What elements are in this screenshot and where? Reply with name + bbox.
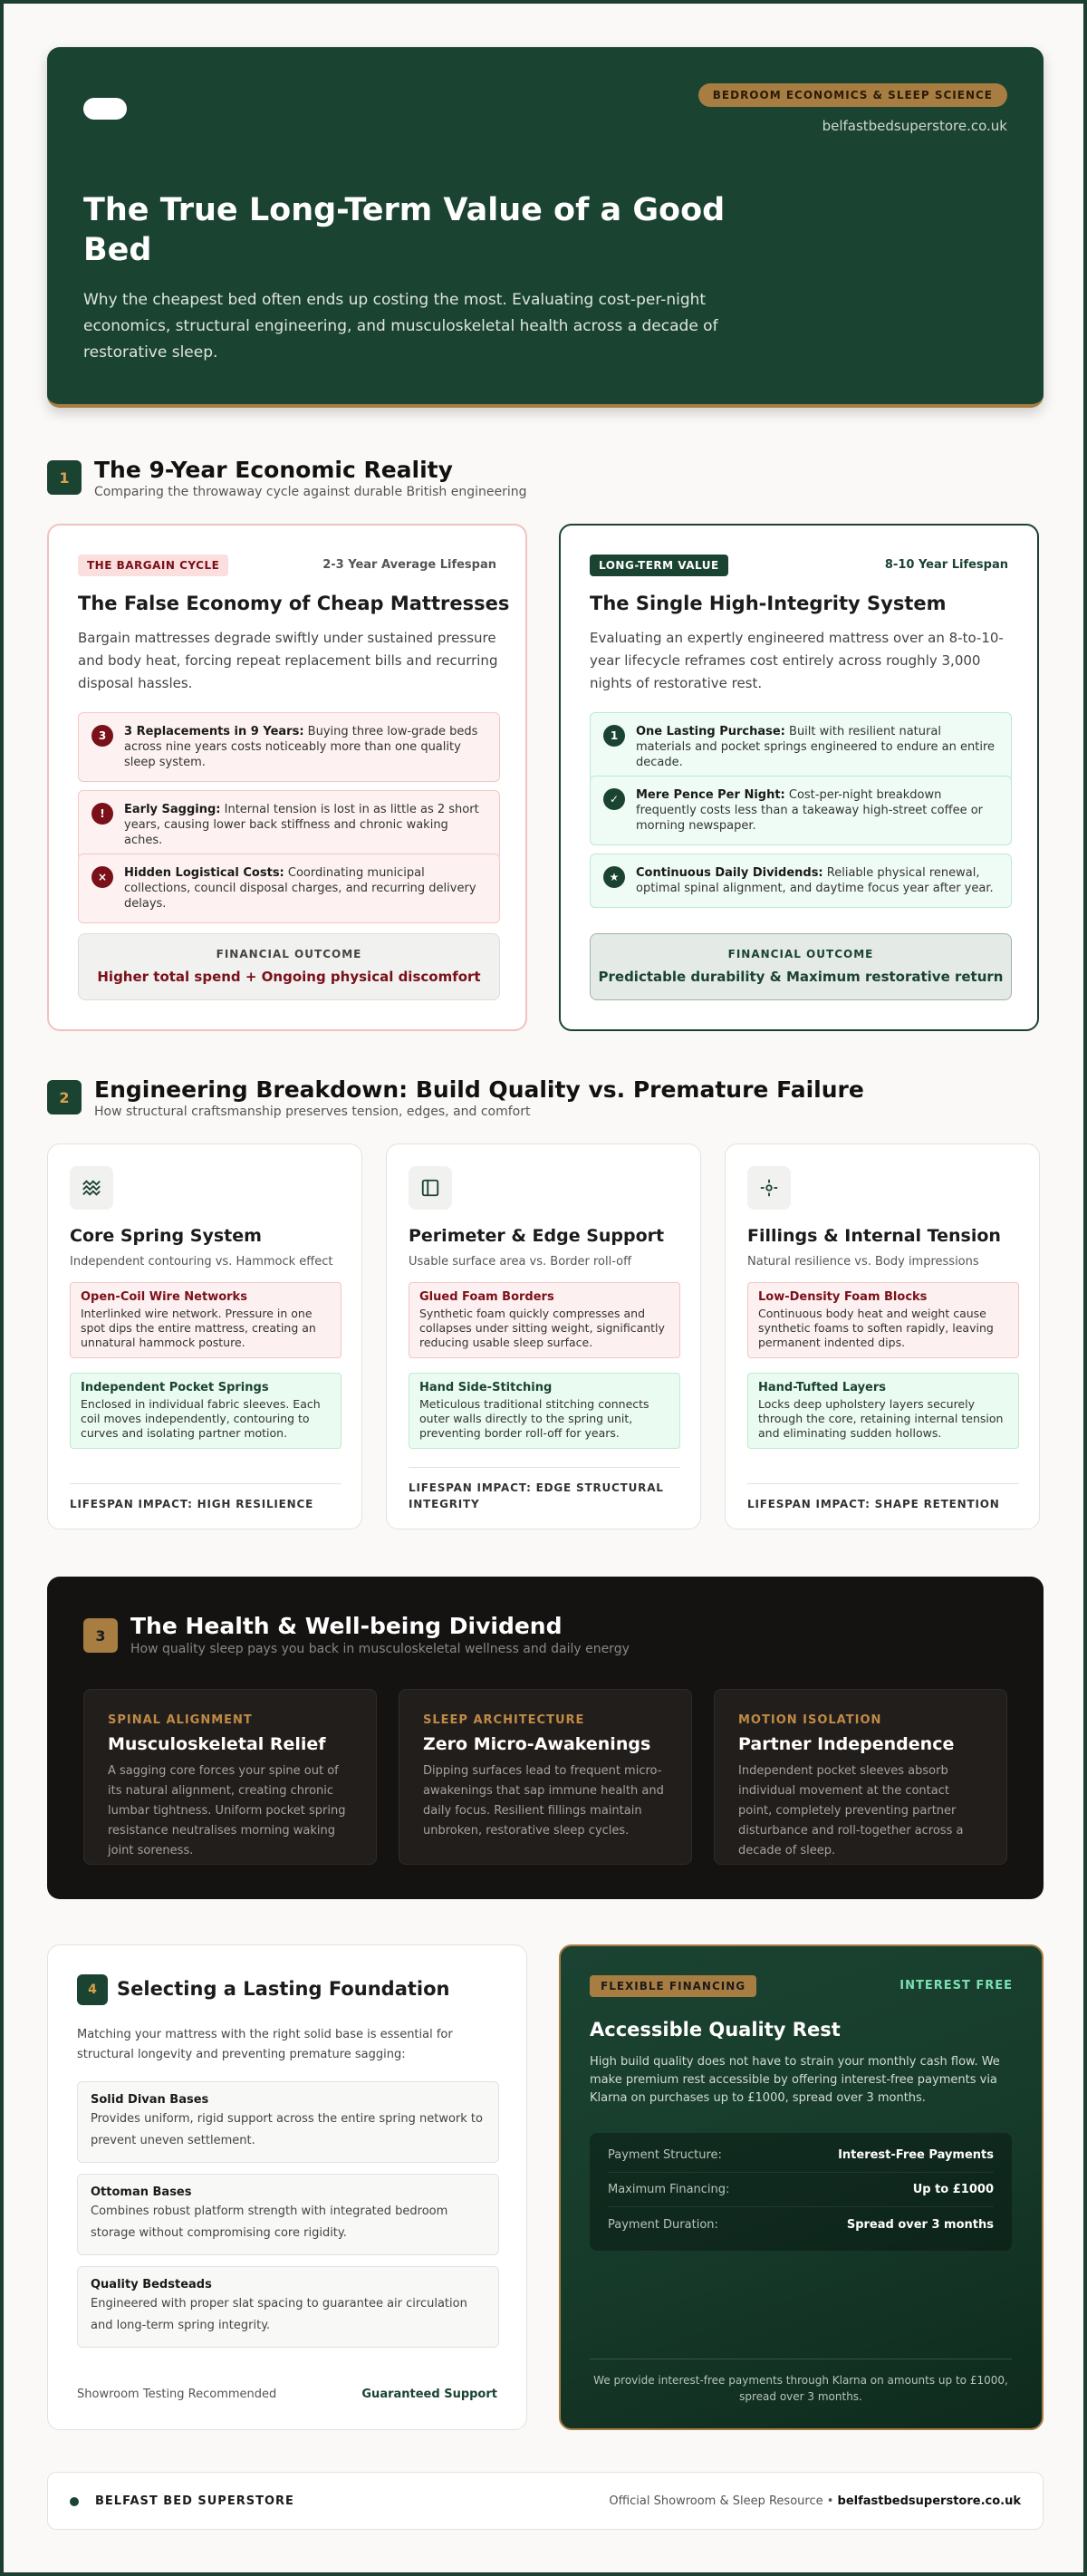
hero-intro: Why the cheapest bed often ends up costing the most. Evaluating cost-per-night economics, structural engineering, and musculoskeletal health across a decade of restorative sleep. — [83, 291, 718, 362]
long-term-value-card — [559, 524, 1039, 1031]
lifespan-impact: LIFESPAN IMPACT: EDGE STRUCTURAL INTEGRITY — [409, 1481, 664, 1510]
lifespan-label: 2-3 Year Average Lifespan — [322, 558, 496, 572]
warning-icon: ! — [91, 803, 113, 825]
failure-box: Open-Coil Wire Networks Interlinked wire network. Pressure in one spot dips the entire mattress, creating an unnatural hammock posture. — [70, 1282, 341, 1358]
bargain-cycle-card — [47, 524, 527, 1031]
spring-icon — [70, 1166, 113, 1210]
list-item: 3 3 Replacements in 9 Years: Buying three low-grade beds across nine years costs noticeably more than one quality sleep system. — [78, 712, 500, 782]
hero-banner — [47, 47, 1044, 408]
failure-box: Low-Density Foam Blocks Continuous body heat and weight cause synthetic foams to soften rapidly, leaving permanent indented dips. — [747, 1282, 1019, 1358]
card-title: The Single High-Integrity System — [590, 593, 947, 614]
card-title: Perimeter & Edge Support — [409, 1226, 665, 1246]
showroom-note: Showroom Testing Recommended — [77, 2388, 277, 2401]
check-icon: ✓ — [603, 788, 625, 810]
brand-logo — [83, 98, 127, 120]
card-description: High build quality does not have to strain your monthly cash flow. We make premium rest accessible by offering interest-free payments via Klarna on purchases up to £1000, spread over 3 months. — [590, 2055, 1000, 2105]
list-item: × Hidden Logistical Costs: Coordinating municipal collections, council disposal charges, and recurring delivery delays. — [78, 854, 500, 923]
quality-box: Independent Pocket Springs Enclosed in individual fabric sleeves. Each coil moves independently, contouring to curves and isolating partner motion. — [70, 1373, 341, 1449]
list-item: ! Early Sagging: Internal tension is lost in as little as 2 short years, causing lower back stiffness and chronic waking aches. — [78, 790, 500, 860]
hero-tag: BEDROOM ECONOMICS & SLEEP SCIENCE — [698, 83, 1007, 107]
table-row: Payment Structure: Interest-Free Payments — [608, 2138, 994, 2173]
card-badge: THE BARGAIN CYCLE — [78, 555, 228, 576]
financing-note: We provide interest-free payments through Klarna on amounts up to £1000, spread over 3 months. — [590, 2359, 1012, 2405]
card-description: Evaluating an expertly engineered mattress over an 8-to-10-year lifecycle reframes cost entirely across roughly 3,000 nights of restorative rest. — [590, 630, 1004, 691]
guaranteed-support-link[interactable]: Guaranteed Support — [361, 2388, 497, 2401]
outcome-value: Predictable durability & Maximum restorative return — [598, 969, 1004, 985]
base-option-ottoman: Ottoman Bases Combines robust platform strength with integrated bedroom storage without compromising core rigidity. — [77, 2174, 499, 2255]
lifespan-impact: LIFESPAN IMPACT: SHAPE RETENTION — [747, 1498, 1000, 1510]
card-description: Matching your mattress with the right solid base is essential for structural longevity and preventing premature sagging: — [77, 2028, 453, 2061]
page-title: The True Long-Term Value of a Good Bed — [83, 192, 726, 268]
frame-icon — [409, 1166, 452, 1210]
list-item: 1 One Lasting Purchase: Built with resilient natural materials and pocket springs engineered to endure an entire decade. — [590, 712, 1012, 782]
card-subtitle: Usable surface area vs. Border roll-off — [409, 1255, 632, 1269]
crosshair-icon — [747, 1166, 791, 1210]
outcome-label: FINANCIAL OUTCOME — [216, 948, 362, 960]
page-footer — [47, 2472, 1044, 2530]
outcome-label: FINANCIAL OUTCOME — [727, 948, 874, 960]
section-1-header — [47, 458, 1044, 498]
number-three-icon: 3 — [91, 725, 113, 747]
financial-outcome-box — [78, 933, 500, 1000]
section-number: 4 — [77, 1974, 108, 2005]
card-title: Selecting a Lasting Foundation — [117, 1978, 450, 2000]
quality-box: Hand Side-Stitching Meticulous traditional stitching connects outer walls directly to the spring unit, preventing border roll-off for years. — [409, 1373, 680, 1449]
card-title: The False Economy of Cheap Mattresses — [78, 593, 510, 614]
section-title: The 9-Year Economic Reality — [94, 457, 453, 483]
section-2-header — [47, 1078, 1044, 1118]
quality-box: Hand-Tufted Layers Locks deep upholstery layers securely through the core, retaining internal tension and eliminating sudden hollows. — [747, 1373, 1019, 1449]
section-subtitle: Comparing the throwaway cycle against durable British engineering — [94, 485, 527, 499]
financing-card — [559, 1944, 1044, 2430]
card-badge: FLEXIBLE FINANCING — [590, 1975, 756, 1997]
cross-icon: × — [91, 866, 113, 888]
failure-box: Glued Foam Borders Synthetic foam quickly compresses and collapses under sitting weight, significantly reducing usable sleep surface. — [409, 1282, 680, 1358]
section-number: 2 — [47, 1080, 82, 1114]
financial-outcome-box — [590, 933, 1012, 1000]
financing-table — [590, 2133, 1012, 2251]
star-icon: ★ — [603, 866, 625, 888]
lifespan-label: 8-10 Year Lifespan — [884, 558, 1008, 572]
base-option-bedstead: Quality Bedsteads Engineered with proper slat spacing to guarantee air circulation and long-term spring integrity. — [77, 2266, 499, 2348]
footer-site-link[interactable]: belfastbedsuperstore.co.uk — [837, 2494, 1021, 2508]
brand-dot-icon — [70, 2497, 79, 2506]
table-row: Payment Duration: Spread over 3 months — [608, 2217, 994, 2232]
section-number: 3 — [83, 1618, 118, 1653]
section-subtitle: How quality sleep pays you back in musculoskeletal wellness and daily energy — [130, 1642, 630, 1656]
section-title: Engineering Breakdown: Build Quality vs. Premature Failure — [94, 1076, 864, 1103]
card-title: Accessible Quality Rest — [590, 2019, 841, 2041]
card-badge: LONG-TERM VALUE — [590, 555, 728, 576]
section-title: The Health & Well-being Dividend — [130, 1613, 563, 1639]
card-title: Core Spring System — [70, 1226, 262, 1246]
section-subtitle: How structural craftsmanship preserves tension, edges, and comfort — [94, 1105, 531, 1119]
footer-resource: Official Showroom & Sleep Resource • belfastbedsuperstore.co.uk — [609, 2494, 1021, 2508]
core-spring-card — [47, 1143, 362, 1529]
footer-brand: BELFAST BED SUPERSTORE — [95, 2494, 294, 2508]
base-option-divan: Solid Divan Bases Provides uniform, rigid support across the entire spring network to prevent uneven settlement. — [77, 2081, 499, 2163]
section-number: 1 — [47, 460, 82, 495]
list-item: ✓ Mere Pence Per Night: Cost-per-night breakdown frequently costs less than a takeaway high-street coffee or morning newspaper. — [590, 776, 1012, 845]
interest-free-label: INTEREST FREE — [899, 1979, 1013, 1992]
list-item: ★ Continuous Daily Dividends: Reliable physical renewal, optimal spinal alignment, and daytime focus year after year. — [590, 854, 1012, 908]
lifespan-impact: LIFESPAN IMPACT: HIGH RESILIENCE — [70, 1498, 314, 1510]
table-row: Maximum Financing: Up to £1000 — [608, 2173, 994, 2207]
card-title: Fillings & Internal Tension — [747, 1226, 1001, 1246]
edge-support-card — [386, 1143, 701, 1529]
health-card-spinal: SPINAL ALIGNMENT Musculoskeletal Relief A sagging core forces your spine out of its natural alignment, creating chronic lumbar tightness. Uniform pocket spring resistance neutralises morning waking joint soreness. — [83, 1689, 377, 1865]
hero-site-link[interactable]: belfastbedsuperstore.co.uk — [822, 118, 1007, 134]
foundation-card — [47, 1944, 527, 2430]
number-one-icon: 1 — [603, 725, 625, 747]
outcome-value: Higher total spend + Ongoing physical discomfort — [97, 969, 481, 985]
card-subtitle: Natural resilience vs. Body impressions — [747, 1255, 979, 1269]
card-subtitle: Independent contouring vs. Hammock effect — [70, 1255, 333, 1269]
health-card-sleep: SLEEP ARCHITECTURE Zero Micro-Awakenings Dipping surfaces lead to frequent micro-awakenings that sap immune health and daily focus. Resilient fillings maintain unbroken, restorative sleep cycles. — [399, 1689, 692, 1865]
card-description: Bargain mattresses degrade swiftly under sustained pressure and body heat, forcing repeat replacement bills and recurring disposal hassles. — [78, 630, 498, 691]
health-card-motion: MOTION ISOLATION Partner Independence Independent pocket sleeves absorb individual movement at the contact point, completely preventing partner disturbance and roll-together across a decade of sleep. — [714, 1689, 1007, 1865]
fillings-card — [725, 1143, 1040, 1529]
health-dividend-section — [47, 1577, 1044, 1899]
